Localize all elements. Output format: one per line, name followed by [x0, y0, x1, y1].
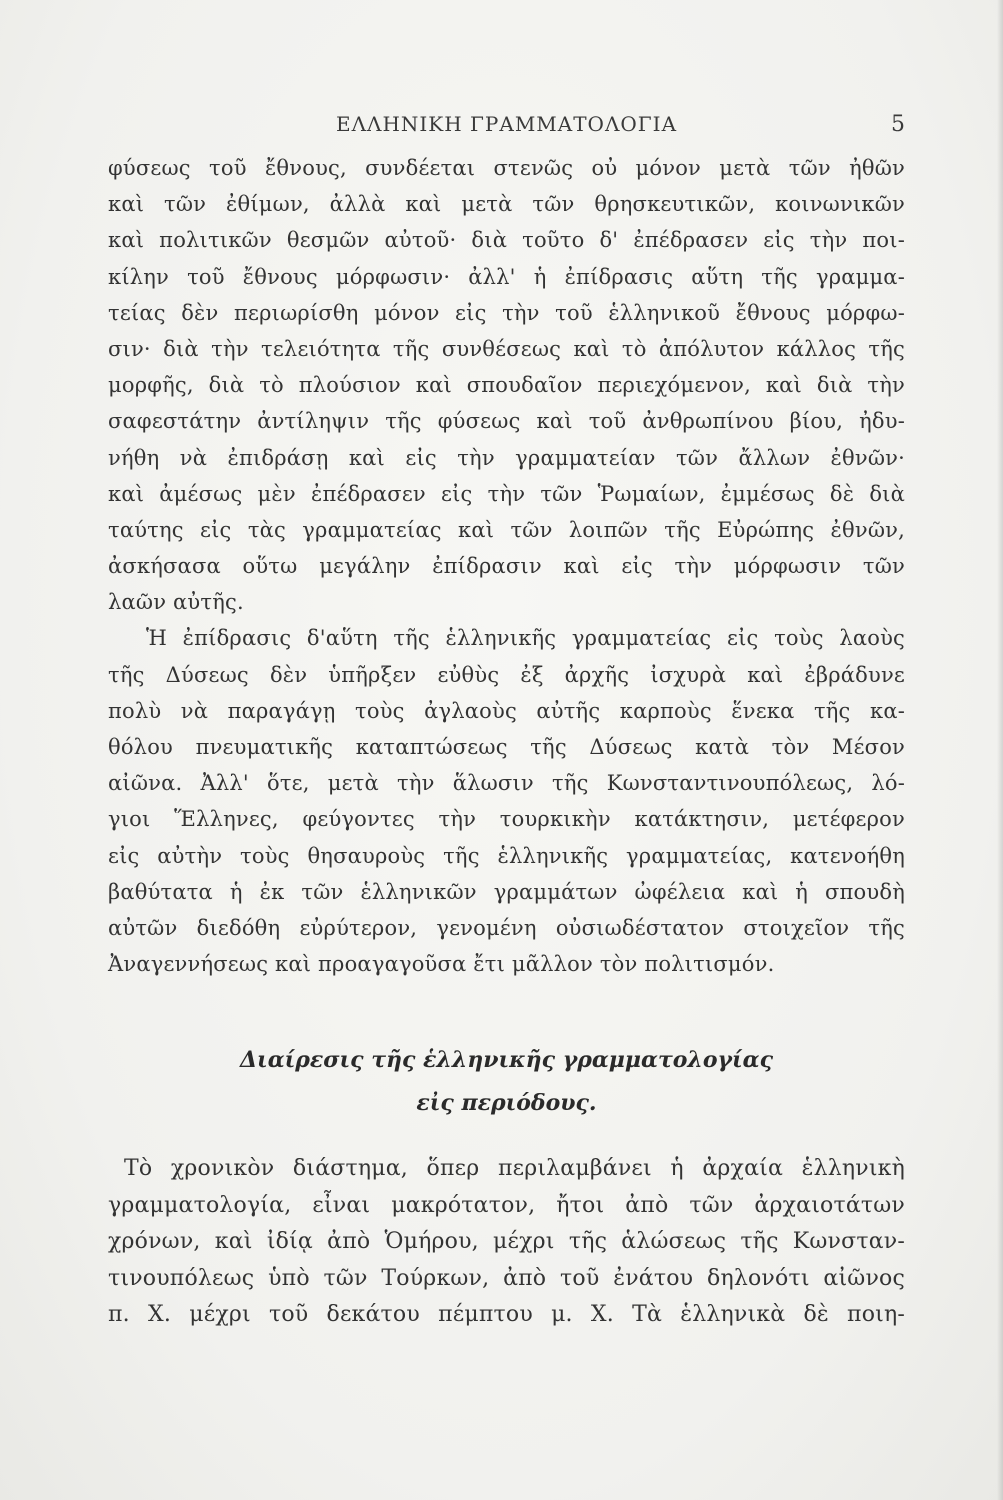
text-line: γραμματολογία, εἶναι μακρότατον, ἤτοι ἀπὸ τῶν ἀρχαιοτάτων — [108, 1192, 905, 1218]
text-line: ταύτης εἰς τὰς γραμματείας καὶ τῶν λοιπῶν τῆς Εὐρώπης ἐθνῶν, — [108, 517, 905, 542]
body-text-bottom — [108, 1151, 905, 1334]
section-heading-line-2: εἰς περιόδους. — [416, 1090, 597, 1116]
text-line: αἰῶνα. Ἀλλ' ὅτε, μετὰ τὴν ἅλωσιν τῆς Κωνσταντινουπόλεως, λό- — [108, 771, 905, 796]
page-edge-shadow — [997, 0, 1003, 1500]
text-line: κίλην τοῦ ἔθνους μόρφωσιν· ἀλλ' ἡ ἐπίδρασις αὕτη τῆς γραμμα- — [108, 264, 905, 289]
text-line: καὶ πολιτικῶν θεσμῶν αὐτοῦ· διὰ τοῦτο δ' ἐπέδρασεν εἰς τὴν ποι- — [108, 228, 905, 253]
page-number: 5 — [891, 112, 905, 137]
text-line: σαφεστάτην ἀντίληψιν τῆς φύσεως καὶ τοῦ ἀνθρωπίνου βίου, ἠδυ- — [108, 409, 905, 434]
text-line: εἰς αὐτὴν τοὺς θησαυροὺς τῆς ἑλληνικῆς γραμματείας, κατενοήθη — [108, 843, 905, 868]
text-line: χρόνων, καὶ ἰδίᾳ ἀπὸ Ὁμήρου, μέχρι τῆς ἁλώσεως τῆς Κωνσταν- — [108, 1229, 905, 1255]
text-line: σιν· διὰ τὴν τελειότητα τῆς συνθέσεως καὶ τὸ ἀπόλυτον κάλλος τῆς — [108, 336, 905, 361]
running-title: ΕΛΛΗΝΙΚΗ ΓΡΑΜΜΑΤΟΛΟΓΙΑ — [335, 112, 678, 136]
text-line: τινουπόλεως ὑπὸ τῶν Τούρκων, ἀπὸ τοῦ ἐνάτου δηλονότι αἰῶνος — [108, 1265, 905, 1291]
text-line: Ἡ ἐπίδρασις δ'αὕτη τῆς ἑλληνικῆς γραμματείας εἰς τοὺς λαοὺς — [146, 626, 905, 651]
text-line: Ἀναγεννήσεως καὶ προαγαγοῦσα ἔτι μᾶλλον τὸν πολιτισμόν. — [108, 952, 775, 977]
text-line: ἀσκήσασα οὕτω μεγάλην ἐπίδρασιν καὶ εἰς τὴν μόρφωσιν τῶν — [108, 554, 905, 579]
text-line: π. Χ. μέχρι τοῦ δεκάτου πέμπτου μ. Χ. Τὰ ἑλληνικὰ δὲ ποιη- — [108, 1302, 905, 1328]
text-line: βαθύτατα ἡ ἐκ τῶν ἑλληνικῶν γραμμάτων ὠφέλεια καὶ ἡ σπουδὴ — [108, 879, 905, 904]
text-line: καὶ ἀμέσως μὲν ἐπέδρασεν εἰς τὴν τῶν Ῥωμαίων, ἐμμέσως δὲ διὰ — [108, 481, 905, 506]
text-line: φύσεως τοῦ ἔθνους, συνδέεται στενῶς οὐ μόνον μετὰ τῶν ἠθῶν — [108, 156, 905, 180]
text-line: λαῶν αὐτῆς. — [108, 590, 244, 615]
text-line: καὶ τῶν ἐθίμων, ἀλλὰ καὶ μετὰ τῶν θρησκευτικῶν, κοινωνικῶν — [108, 192, 905, 217]
paragraph-1 — [108, 150, 905, 620]
section-heading-line-1: Διαίρεσις τῆς ἑλληνικῆς γραμματολογίας — [239, 1047, 774, 1073]
paragraph-3 — [108, 1151, 905, 1334]
text-line: Τὸ χρονικὸν διάστημα, ὅπερ περιλαμβάνει ἡ ἀρχαία ἑλληνικὴ — [124, 1156, 905, 1181]
text-line: γιοι Ἕλληνες, φεύγοντες τὴν τουρκικὴν κατάκτησιν, μετέφερον — [108, 807, 905, 832]
running-header — [108, 112, 905, 142]
text-line: πολὺ νὰ παραγάγῃ τοὺς ἀγλαοὺς αὐτῆς καρποὺς ἕνεκα τῆς κα- — [108, 698, 905, 723]
text-line: νήθη νὰ ἐπιδράσῃ καὶ εἰς τὴν γραμματείαν τῶν ἄλλων ἐθνῶν· — [108, 445, 905, 470]
text-line: θόλου πνευματικῆς καταπτώσεως τῆς Δύσεως κατὰ τὸν Μέσον — [108, 735, 905, 759]
text-line: τῆς Δύσεως δὲν ὑπῆρξεν εὐθὺς ἐξ ἀρχῆς ἰσχυρὰ καὶ ἐβράδυνε — [108, 662, 905, 687]
body-text-top — [108, 150, 905, 982]
paragraph-2 — [108, 620, 905, 982]
text-line: μορφῆς, διὰ τὸ πλούσιον καὶ σπουδαῖον περιεχόμενον, καὶ διὰ τὴν — [108, 373, 905, 398]
text-line: αὐτῶν διεδόθη εὐρύτερον, γενομένη οὐσιωδέστατον στοιχεῖον τῆς — [108, 915, 905, 940]
text-line: τείας δὲν περιωρίσθη μόνον εἰς τὴν τοῦ ἑλληνικοῦ ἔθνους μόρφω- — [108, 300, 905, 325]
